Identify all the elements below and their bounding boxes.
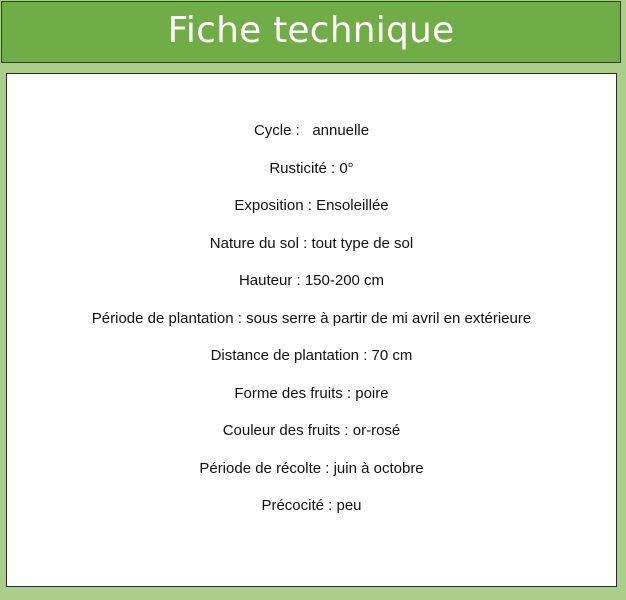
spec-value: sous serre à partir de mi avril en extérieure [246,309,532,327]
spec-label: Cycle : [253,122,300,139]
spec-label: Hauteur : [238,272,301,289]
spec-value: annuelle [312,122,370,139]
spec-label: Distance de plantation : [210,347,368,364]
spec-value: tout type de sol [311,234,414,252]
spec-item-nature-du-sol [7,235,616,273]
spec-label: Forme des fruits : [234,384,352,402]
spec-value: 0° [339,159,354,177]
spec-item-precocite [7,497,616,535]
spec-value: juin à octobre [333,459,424,477]
spec-item-periode-de-plantation [7,310,616,348]
spec-label: Précocité : [261,497,333,514]
spec-item-periode-de-recolte [7,460,616,498]
spec-label: Période de récolte : [199,459,330,477]
spec-label: Exposition : [234,197,312,214]
spec-value: or-rosé [352,422,401,439]
spec-value: 70 cm [371,347,413,364]
spec-item-forme-des-fruits [7,385,616,423]
spec-item-rusticite [7,160,616,198]
spec-item-distance-de-plantation [7,347,616,385]
spec-sheet-panel [6,73,617,587]
spec-list [7,122,616,535]
page-title: Fiche technique [167,10,455,51]
spec-label: Couleur des fruits : [222,422,349,439]
spec-item-cycle [7,122,616,160]
spec-value: Ensoleillée [316,197,389,214]
spec-value: poire [355,384,389,402]
spec-label: Nature du sol : [209,234,308,252]
spec-value: peu [336,497,362,514]
spec-label: Rusticité : [269,159,336,177]
spec-value: 150-200 cm [304,272,385,289]
header-banner [1,1,621,63]
spec-item-exposition [7,197,616,235]
spec-item-couleur-des-fruits [7,422,616,460]
spec-item-hauteur [7,272,616,310]
spec-label: Période de plantation : [91,309,242,327]
